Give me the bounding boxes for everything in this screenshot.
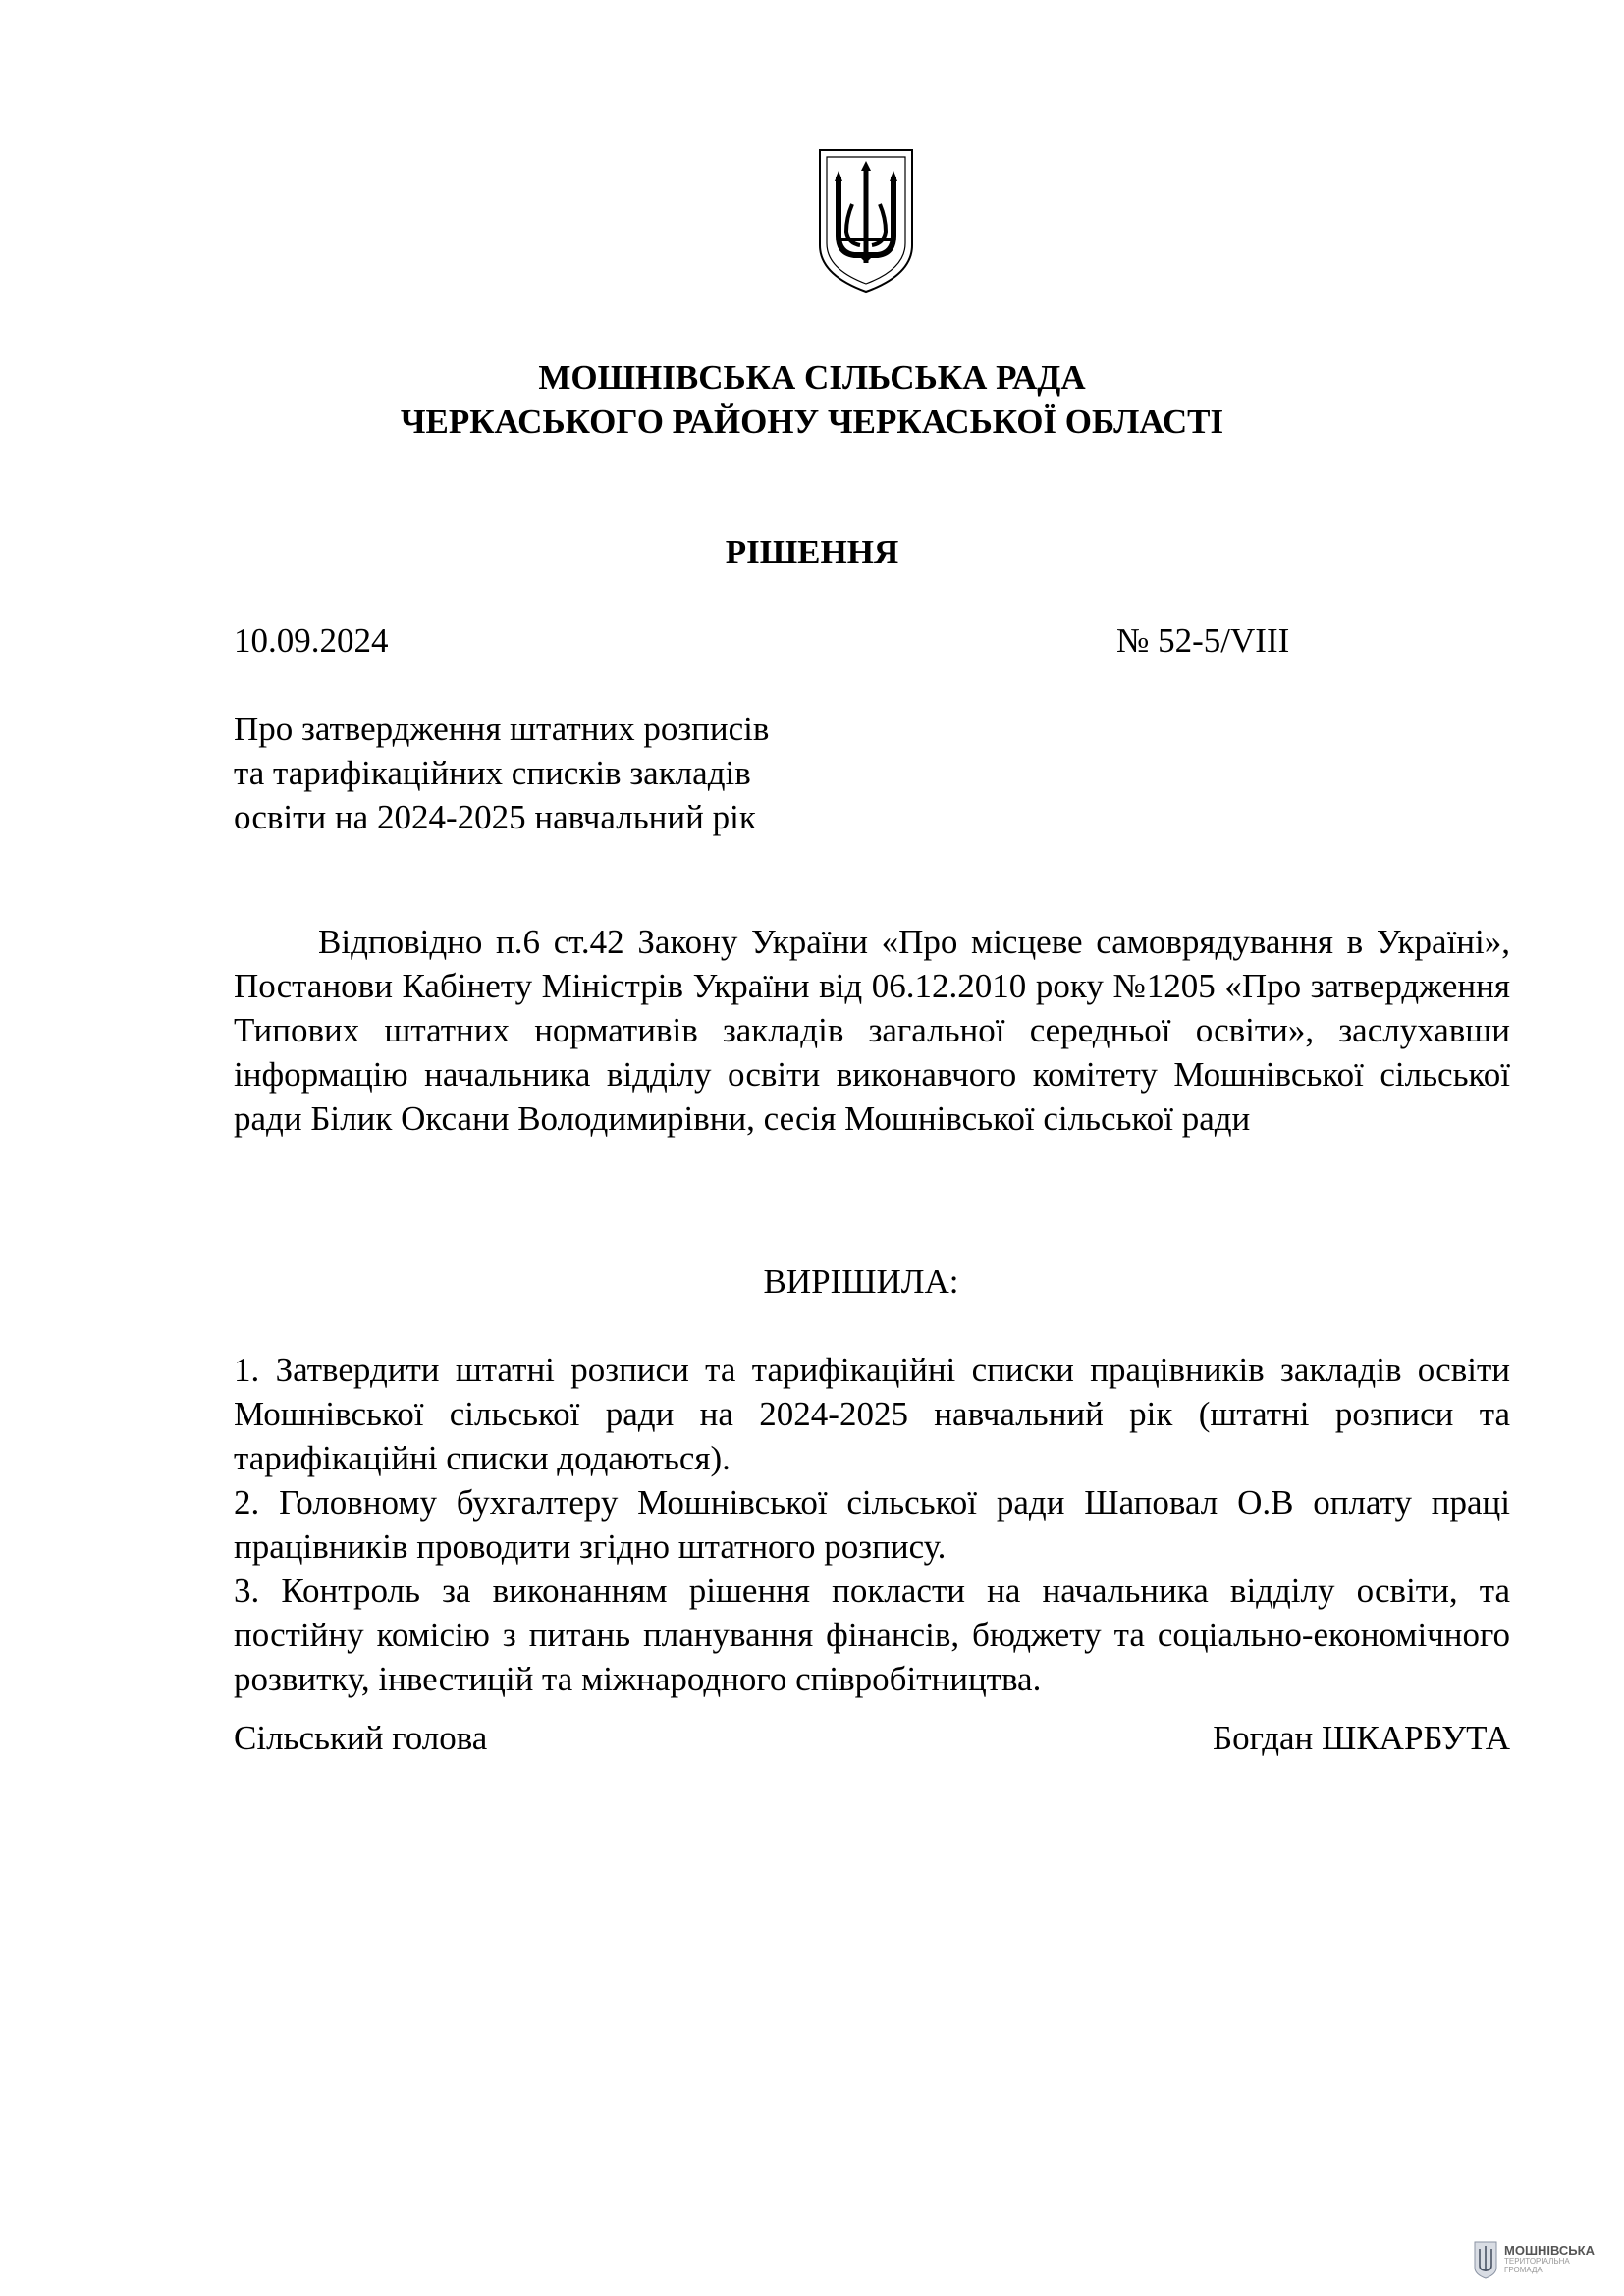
preamble-paragraph: Відповідно п.6 ст.42 Закону України «Про місцеве самоврядування в Україні», Постанови Кабінету Міністрів України від 06.12.2010 року №1205 «Про затвердження Типових штатних нормативів закладів загальної середньої освіти», заслухавши інформацію начальника відділу освіти виконавчого комітету Мошнівської сільської ради Білик Оксани Володимирівни, сесія Мошнівської сільської ради — [234, 923, 1510, 1138]
subject-line-3: освіти на 2024-2025 навчальний рік — [234, 798, 756, 836]
community-emblem-icon — [1473, 2240, 1498, 2279]
resolution-item-2: 2. Головному бухгалтеру Мошнівської сільської ради Шаповал О.В оплату праці працівників проводити згідно штатного розпису. — [234, 1483, 1510, 1566]
subject-line-1: Про затвердження штатних розписів — [234, 710, 770, 748]
community-watermark — [1473, 2236, 1610, 2283]
document-date: 10.09.2024 — [234, 621, 389, 660]
resolution-item-3: 3. Контроль за виконанням рішення покласти на начальника відділу освіти, та постійну комісію з питань планування фінансів, бюджету та соціально-економічного розвитку, інвестицій та міжнародного співробітництва. — [234, 1572, 1510, 1698]
signatory-title: Сільський голова — [234, 1719, 488, 1757]
document-number: № 52-5/VIII — [1116, 621, 1290, 660]
document-type-heading: РІШЕННЯ — [725, 533, 899, 571]
document-subject — [234, 707, 921, 839]
watermark-line-3: ГРОМАДА — [1504, 2266, 1543, 2274]
resolution-items — [234, 1348, 1510, 1701]
watermark-line-1: МОШНІВСЬКА — [1504, 2243, 1595, 2258]
org-line-2: ЧЕРКАСЬКОГО РАЙОНУ ЧЕРКАСЬКОЇ ОБЛАСТІ — [400, 402, 1224, 441]
watermark-line-2: ТЕРИТОРІАЛЬНА — [1504, 2257, 1570, 2266]
org-line-1: МОШНІВСЬКА СІЛЬСЬКА РАДА — [538, 358, 1086, 397]
trident-coat-of-arms-icon — [815, 147, 917, 294]
organization-name — [0, 355, 1624, 444]
resolved-heading: ВИРІШИЛА: — [763, 1262, 959, 1301]
subject-line-2: та тарифікаційних списків закладів — [234, 754, 751, 792]
resolution-item-1: 1. Затвердити штатні розписи та тарифікаційні списки працівників закладів освіти Мошнівської сільської ради на 2024-2025 навчальний рік (штатні розписи та тарифікаційні списки додаються). — [234, 1351, 1510, 1477]
signatory-name: Богдан ШКАРБУТА — [1213, 1719, 1510, 1757]
